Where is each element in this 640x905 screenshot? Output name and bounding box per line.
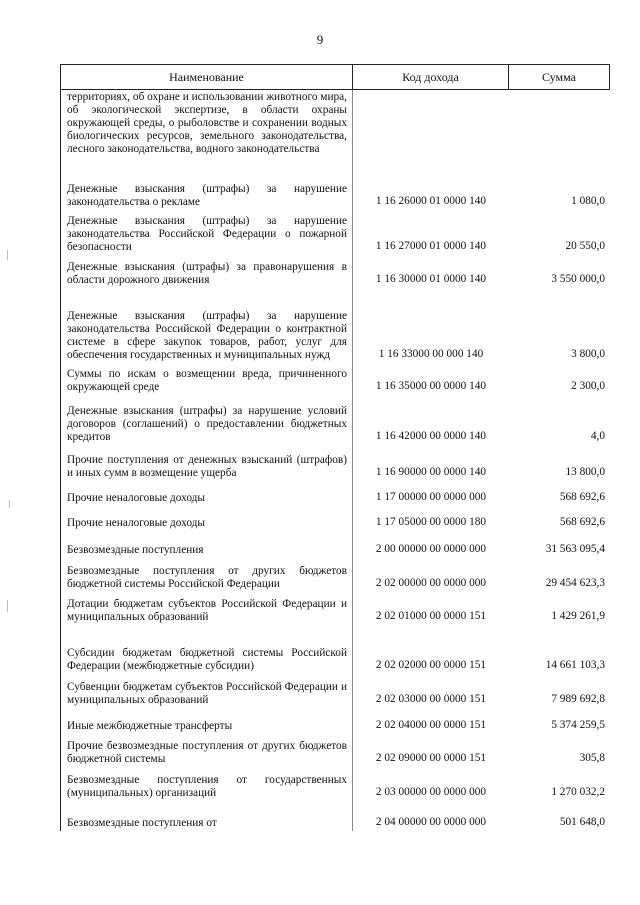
row-sum: 3 800,0: [571, 348, 605, 360]
table-row: [61, 395, 610, 445]
row-sum: 305,8: [579, 752, 605, 764]
row-name: Денежные взыскания (штрафы) за правонарушения в области дорожного движения: [67, 261, 347, 286]
row-sum: 31 563 095,4: [545, 543, 605, 555]
row-sum: 2 300,0: [571, 380, 605, 392]
row-code: 1 16 27000 01 0000 140: [375, 240, 487, 252]
row-code: 1 16 42000 00 0000 140: [375, 430, 487, 442]
row-name: Безвозмездные поступления: [67, 544, 204, 556]
row-code: [353, 90, 509, 92]
row-code: 1 17 00000 00 0000 000: [375, 491, 487, 503]
table-row: [61, 592, 610, 625]
row-name: территориях, об охране и использовании животного мира, об экологической экспертизе, в области охраны окружающей среды, о рыболовстве и сохранении водных биологических ресурсов, земельного законодательства, лесного законодательства, водного законодательства: [67, 91, 347, 155]
row-name: Денежные взыскания (штрафы) за нарушение условий договоров (соглашений) о предоставлении бюджетных кредитов: [67, 405, 347, 443]
table-row: [61, 708, 610, 734]
table-row: [61, 255, 610, 288]
row-code: 2 02 01000 00 0000 151: [375, 610, 487, 622]
row-code: 2 02 09000 00 0000 151: [375, 752, 487, 764]
row-name: Субвенции бюджетам субъектов Российской Федерации и муниципальных образований: [67, 681, 347, 706]
row-code: 1 16 26000 01 0000 140: [375, 195, 487, 207]
header-name: Наименование: [61, 65, 353, 89]
row-code: 2 00 00000 00 0000 000: [375, 543, 487, 555]
row-name: Денежные взыскания (штрафы) за нарушение законодательства Российской Федерации о контрактной системе в сфере закупок товаров, работ, услуг для обеспечения государственных и муниципальных нужд: [67, 310, 347, 361]
row-sum: 1 080,0: [571, 195, 605, 207]
row-sum: 29 454 623,3: [545, 577, 605, 589]
table-row: [61, 210, 610, 255]
row-sum: 13 800,0: [565, 466, 605, 478]
table-row: [61, 674, 610, 708]
row-name: Суммы по искам о возмещении вреда, причиненного окружающей среде: [67, 368, 347, 393]
table-row: [61, 90, 610, 172]
row-sum: 7 989 692,8: [551, 693, 605, 705]
revenue-table: [60, 64, 610, 831]
row-name: Субсидии бюджетам бюджетной системы Российской Федерации (межбюджетные субсидии): [67, 647, 347, 672]
table-row: [61, 734, 610, 767]
table-row: [61, 767, 610, 801]
table-row: [61, 445, 610, 481]
row-sum: 4,0: [590, 430, 605, 442]
row-code: 1 17 05000 00 0000 180: [375, 516, 487, 528]
table-row: [61, 363, 610, 395]
row-sum: 5 374 259,5: [551, 719, 605, 731]
row-code: 2 02 03000 00 0000 151: [375, 693, 487, 705]
page-number: 9: [316, 32, 324, 47]
table-row: [61, 506, 610, 531]
row-sum: 568 692,6: [559, 516, 605, 528]
row-code: 2 03 00000 00 0000 000: [375, 786, 487, 798]
row-code: 1 16 33000 00 000 140: [378, 348, 484, 360]
table-row: [61, 558, 610, 592]
row-name: Денежные взыскания (штрафы) за нарушение законодательства Российской Федерации о пожарной безопасности: [67, 215, 347, 253]
row-name: Денежные взыскания (штрафы) за нарушение законодательства о рекламе: [67, 183, 347, 208]
row-name: Дотации бюджетам субъектов Российской Федерации и муниципальных образований: [67, 598, 347, 623]
row-code: 2 02 02000 00 0000 151: [375, 659, 487, 671]
row-name: Прочие неналоговые доходы: [67, 492, 205, 504]
row-sum: 20 550,0: [565, 240, 605, 252]
table-row: [61, 531, 610, 558]
scan-mark: [7, 600, 8, 612]
header-sum: Сумма: [542, 69, 576, 84]
row-code: 2 04 00000 00 0000 000: [375, 816, 487, 828]
row-sum: 3 550 000,0: [551, 273, 605, 285]
row-sum: 1 270 032,2: [551, 786, 605, 798]
row-name: Прочие неналоговые доходы: [67, 517, 205, 529]
row-sum: 1 429 261,9: [551, 610, 605, 622]
row-sum: 14 661 103,3: [545, 659, 605, 671]
row-code: 2 02 04000 00 0000 151: [375, 719, 487, 731]
table-header: [60, 64, 610, 90]
scan-mark: [9, 500, 10, 508]
table-row: [61, 288, 610, 363]
table-row: [61, 801, 610, 831]
row-name: Прочие поступления от денежных взысканий (штрафов) и иных сумм в возмещение ущерба: [67, 454, 347, 479]
scan-mark: [7, 250, 8, 260]
table-body: [60, 90, 610, 831]
row-code: 1 16 90000 00 0000 140: [375, 466, 487, 478]
row-name: Иные межбюджетные трансферты: [67, 720, 233, 732]
table-row: [61, 172, 610, 210]
row-code: 2 02 00000 00 0000 000: [375, 577, 487, 589]
row-name: Безвозмездные поступления от государственных (муниципальных) организаций: [67, 774, 347, 799]
row-code: 1 16 30000 01 0000 140: [375, 273, 487, 285]
header-code: Код дохода: [353, 65, 509, 89]
row-code: 1 16 35000 00 0000 140: [375, 380, 487, 392]
row-sum: [509, 90, 609, 92]
row-name: Безвозмездные поступления от: [67, 817, 217, 829]
table-row: [61, 481, 610, 506]
row-sum: 568 692,6: [559, 491, 605, 503]
row-name: Безвозмездные поступления от других бюджетов бюджетной системы Российской Федерации: [67, 565, 347, 590]
row-name: Прочие безвозмездные поступления от других бюджетов бюджетной системы: [67, 740, 347, 765]
row-sum: 501 648,0: [559, 816, 605, 828]
table-row: [61, 625, 610, 674]
